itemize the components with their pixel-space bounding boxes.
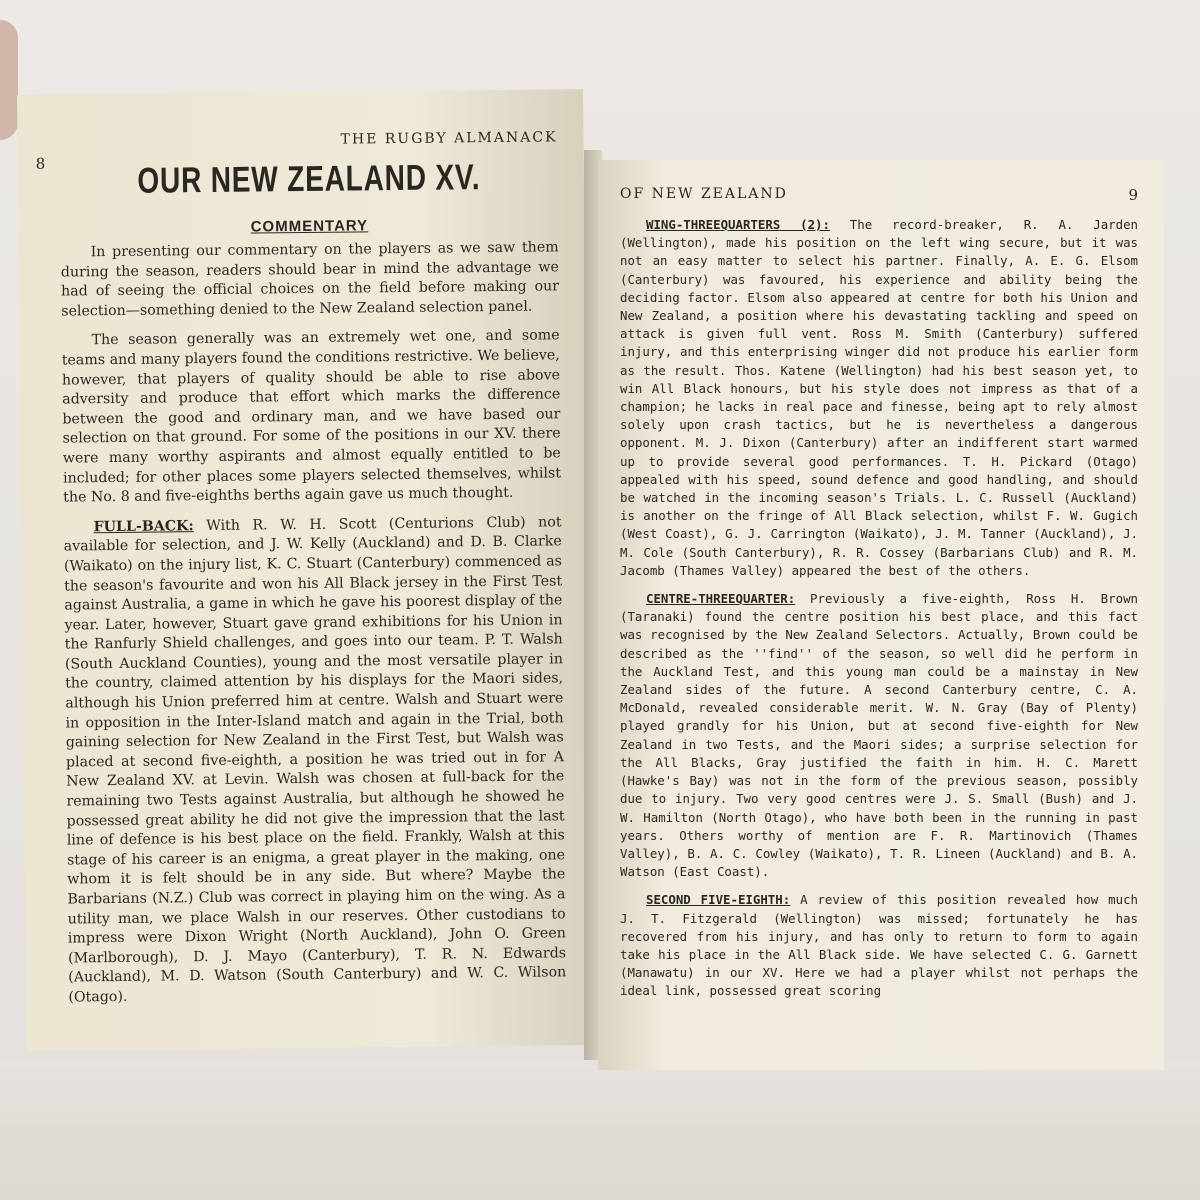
centre-heading: CENTRE-THREEQUARTER: <box>646 591 796 607</box>
second-five-eighth-paragraph <box>620 891 1138 1000</box>
centre-text: Previously a five-eighth, Ross H. Brown (Taranaki) found the centre position his best place, and this fact was recognised by the New Zealand Selectors. Actually, Brown could be described as the ''find'' of the season, so well did he perform in the Auckland Test, and this young man could be a mainstay in New Zealand sides of the future. A second Canterbury centre, C. A. McDonald, revealed considerable merit. W. N. Gray (Bay of Plenty) played grandly for his Union, but at second five-eighth for New Zealand in two Tests, and the Maori sides; a surprise selection for the All Blacks, Gray justified the faith in him. H. C. Marett (Hawke's Bay) was not in the form of the previous season, possibly due to injury. Two very good centres were J. S. Small (Bush) and J. W. Hamilton (North Otago), who have both been in the running in past years. Others worthy of mention are F. R. Martinovich (Thames Valley), B. A. C. Cowley (Waikato), T. R. Lineen (Auckland) and B. A. Watson (East Coast). <box>620 591 1138 880</box>
fullback-paragraph <box>63 513 566 1008</box>
centre-paragraph <box>620 590 1138 881</box>
wing-paragraph <box>620 216 1138 580</box>
running-head-left: THE RUGBY ALMANACK <box>340 129 558 148</box>
second-five-eighth-text: A review of this position revealed how much J. T. Fitzgerald (Wellington) was missed; fortunately he has recovered from his injury, and has only to return to form to again take his place in the All Black side. We have selected C. G. Garnett (Manawatu) in our XV. Here we had a player whilst not perhaps the ideal link, possessed great scoring <box>620 892 1138 999</box>
season-paragraph: The season generally was an extremely wet one, and some teams and many players found the conditions restrictive. We believe, however, that players of quality should be able to rise above adversity and produce that effort which marks the difference between the good and ordinary man, and we have based our selection on that ground. For some of the positions in our XV. there were many worthy aspirants and almost equally entitled to be included; for other places some players selected themselves, whilst the No. 8 and five-eighths berths again gave us much thought. <box>61 327 562 506</box>
wing-heading: WING-THREEQUARTERS (2): <box>646 217 830 232</box>
thumb <box>0 20 18 140</box>
section-subtitle: COMMENTARY <box>250 217 369 236</box>
page-number-right: 9 <box>1128 186 1138 204</box>
intro-paragraph: In presenting our commentary on the players as we saw them during the season, readers should bear in mind the advantage we had of seeing the official choices on the field before making our selection—something denied to the New Zealand selection panel. <box>60 239 560 320</box>
second-five-eighth-heading: SECOND FIVE-EIGHTH: <box>646 892 791 908</box>
running-head-right: OF NEW ZEALAND <box>620 186 788 202</box>
left-page <box>17 89 593 1051</box>
running-head-right-row <box>620 186 1138 204</box>
page-title: OUR NEW ZEALAND XV. <box>137 156 481 201</box>
fullback-text: With R. W. H. Scott (Centurions Club) not available for selection, and J. W. Kelly (Auckland) and D. B. Clarke (Waikato) on the injury list, K. C. Stuart (Canterbury) commenced as the season's favourite and won his All Black jersey in the First Test against Australia, a game in which he gave his poorest display of the year. Later, however, Stuart gave grand exhibitions for his Union in the Ranfurly Shield challenges, and goes into our team. P. T. Walsh (South Auckland Counties), young and the most versatile player in the country, claimed attention by his displays for the Maori sides, although his Union preferred him at centre. Walsh and Stuart were in opposition in the Inter-Island match and again in the Trial, both gaining selection for New Zealand in the First Test, but Walsh was placed at second five-eighth, a position he was tried out in for A New Zealand XV. at Levin. Walsh was chosen at full-back for the remaining two Tests against Australia, but although he showed he possessed great ability he did not give the impression that the last line of defence is his best place on the field. Frankly, Walsh at this stage of his career is an enigma, a great player in the making, one whom it is felt should be in any side. But where? Maybe the Barbarians (N.Z.) Club was correct in playing him on the wing. As a utility man, we place Walsh in our reserves. Other custodians to impress were Dixon Wright (North Auckland), John O. Green (Marlborough), D. J. Mayo (Canterbury), T. R. N. Edwards (Auckland), M. D. Watson (South Canterbury) and W. C. Wilson (Otago). <box>63 514 567 1006</box>
table-surface <box>0 1060 1200 1200</box>
page-number-left: 8 <box>35 154 46 173</box>
fullback-heading: FULL-BACK: <box>93 517 194 535</box>
wing-text: The record-breaker, R. A. Jarden (Wellington), made his position on the left wing secure, but it was not an easy matter to select his partner. Finally, A. E. G. Elsom (Canterbury) was favoured, his experience and ability being the deciding factor. Elsom also appeared at centre for both his Union and New Zealand, a position where his devastating tackling and speed on attack is given full vent. Ross M. Smith (Canterbury) suffered injury, and this enterprising winger did not produce his earlier form as the result. Thos. Katene (Wellington) had his best season yet, to win All Black honours, but his style does not impress as that of a champion; he lacks in real pace and finesse, being apt to rely almost solely upon crash tactics, but he is nevertheless a dangerous opponent. M. J. Dixon (Canterbury) after an indifferent start warmed up to provide several good performances. T. H. Pickard (Otago) appealed with his speed, sound defence and good handling, and should be watched in the incoming season's Trials. L. C. Russell (Auckland) is another on the fringe of All Black selection, whilst F. W. Gugich (West Coast), G. J. Carrington (Waikato), J. M. Tanner (Auckland), J. M. Cole (South Canterbury), R. R. Cossey (Barbarians Club) and R. M. Jacomb (Thames Valley) appeared the best of the others. <box>620 217 1138 578</box>
right-page <box>598 160 1164 1070</box>
